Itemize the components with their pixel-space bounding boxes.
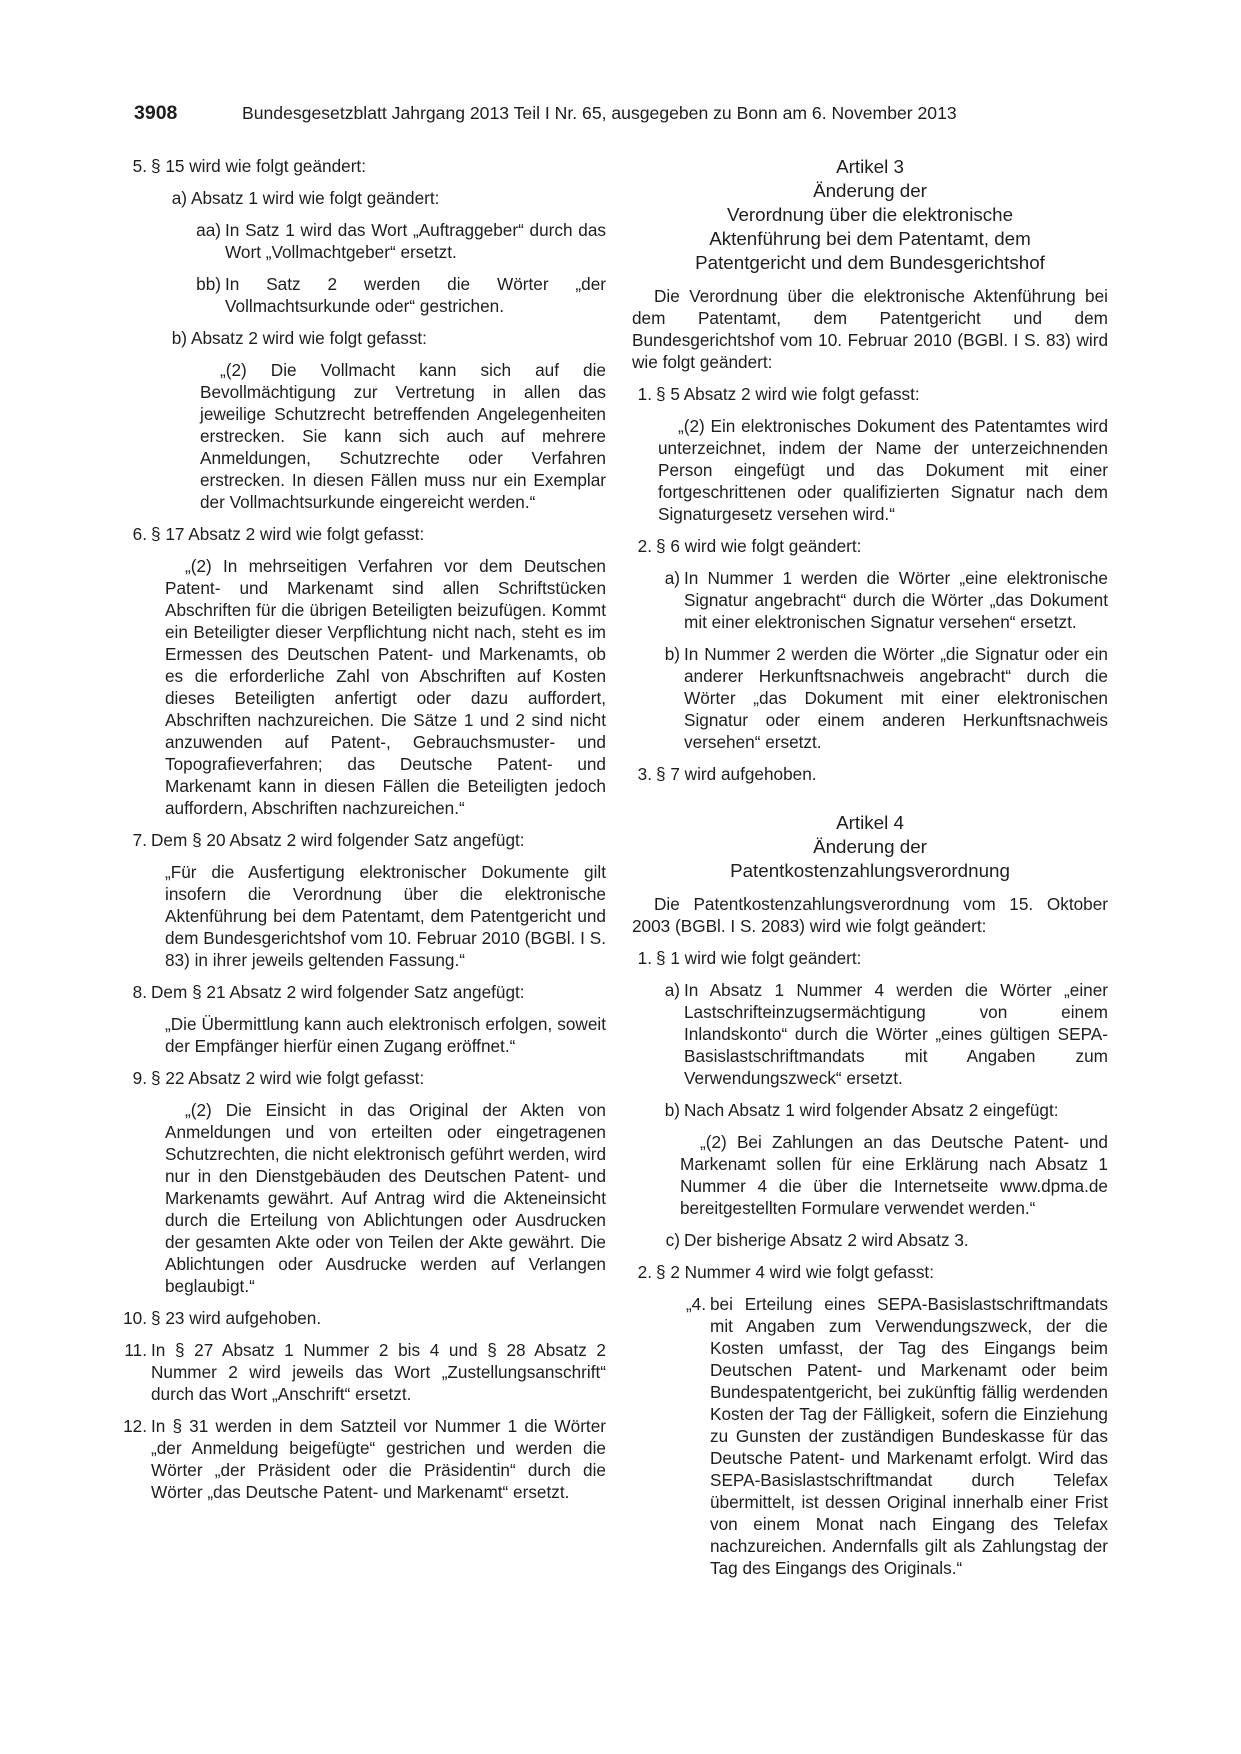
sub-item-text: In Absatz 1 Nummer 4 werden die Wörter „einer Lastschrifteinzugsermächtigung von einem Inlandskonto“ durch die Wörter „eines gültigen SEPA-Basislastschriftmandats mit Angaben zum Verwendungszweck“ ersetzt. [684, 980, 1108, 1088]
item-number: 6. [132, 524, 147, 544]
article-title-line: Änderung der [813, 180, 927, 201]
sub-item-text: In Nummer 2 werden die Wörter „die Signatur oder ein anderer Herkunftsnachweis angebracht“ durch die Wörter „das Dokument mit einer elektronischen Signatur oder einem anderen Herkunftsnachweis versehen“ ersetzt. [684, 644, 1108, 752]
sub-item [658, 643, 1108, 753]
sub-item-text: In Nummer 1 werden die Wörter „eine elektronische Signatur angebracht“ durch die Wörter „das Dokument mit einer elektronischen Signatur versehen“ ersetzt. [684, 568, 1108, 632]
list-item [123, 1415, 606, 1503]
page-header [134, 100, 1114, 126]
quoted-item-label: „4. [685, 1294, 706, 1314]
list-item [132, 981, 606, 1003]
quoted-text: „(2) In mehrseitigen Verfahren vor dem Deutschen Patent- und Markenamt sind allen Schriftstücken Abschriften für die übrigen Beteiligten beizufügen. Kommt ein Beteiligter dieser Verpflichtung nicht nach, steht es im Ermessen des Deutschen Patent- und Markenamts, ob es die erforderliche Zahl von Abschriften auf Kosten dieses Beteiligten anfertigt oder dazu auffordert, Abschriften nachzureichen. Die Sätze 1 und 2 sind nicht anzuwenden auf Patent-, Gebrauchsmuster- und Topografieverfahren; das Deutsche Patent- und Markenamt kann in diesen Fällen die Beteiligten jedoch auffordern, Abschriften nachzureichen.“ [165, 556, 606, 818]
quoted-item [632, 1293, 1108, 1579]
sub-item [165, 187, 606, 209]
quoted-text: „Die Übermittlung kann auch elektronisch erfolgen, soweit der Empfänger hierfür einen Zugang eröffnet.“ [165, 1014, 606, 1056]
item-number: 9. [132, 1068, 147, 1088]
sub-sub-item [189, 219, 606, 263]
item-number: 3. [637, 764, 652, 784]
sub-item [658, 567, 1108, 633]
item-text: § 2 Nummer 4 wird wie folgt gefasst: [656, 1262, 934, 1282]
item-number: 12. [123, 1416, 147, 1436]
sub-item [658, 1099, 1108, 1121]
header-title: Bundesgesetzblatt Jahrgang 2013 Teil I Nr. 65, ausgegeben zu Bonn am 6. November 2013 [242, 103, 957, 123]
item-number: 2. [637, 1262, 652, 1282]
item-text: § 6 wird wie folgt geändert: [656, 536, 862, 556]
item-text: § 7 wird aufgehoben. [656, 764, 817, 784]
list-item [132, 829, 606, 851]
sub-sub-item-text: In Satz 1 wird das Wort „Auftraggeber“ durch das Wort „Vollmachtgeber“ ersetzt. [225, 220, 606, 262]
sub-item-label: b) [664, 644, 680, 664]
sub-item-label: a) [171, 188, 187, 208]
article-number: Artikel 3 [836, 156, 904, 177]
article-title-line: Patentgericht und dem Bundesgerichtshof [695, 252, 1045, 273]
article-heading [632, 155, 1108, 275]
quoted-text: „(2) Die Vollmacht kann sich auf die Bevollmächtigung zur Vertretung in allen das jeweilige Schutzrecht betreffenden Angelegenheiten erstrecken. Sie kann sich auch auf mehrere Anmeldungen, Schutzrechte oder Verfahren erstrecken. In diesen Fällen muss nur ein Exemplar der Vollmachtsurkunde eingereicht werden.“ [200, 360, 606, 512]
item-number: 8. [132, 982, 147, 1002]
item-number: 2. [637, 536, 652, 556]
item-text: Dem § 20 Absatz 2 wird folgender Satz angefügt: [151, 830, 525, 850]
left-column [123, 155, 606, 1513]
list-item [632, 383, 1108, 405]
article-title-line: Patentkostenzahlungsverordnung [730, 860, 1010, 881]
quoted-text: „Für die Ausfertigung elektronischer Dokumente gilt insofern die Verordnung über die elektronische Aktenführung bei dem Patentamt, dem Patentgericht und dem Bundesgerichtshof vom 10. Februar 2010 (BGBl. I S. 83) in ihrer jeweils geltenden Fassung.“ [165, 862, 606, 970]
sub-item-text: Absatz 1 wird wie folgt geändert: [191, 188, 440, 208]
sub-item-label: a) [664, 568, 680, 588]
item-text: Dem § 21 Absatz 2 wird folgender Satz angefügt: [151, 982, 525, 1002]
list-item [632, 1261, 1108, 1283]
article-title-line: Aktenführung bei dem Patentamt, dem [709, 228, 1031, 249]
list-item [132, 523, 606, 545]
sub-sub-item-label: bb) [196, 274, 221, 294]
item-text: § 17 Absatz 2 wird wie folgt gefasst: [151, 524, 425, 544]
article-title-line: Änderung der [813, 836, 927, 857]
article-intro: Die Patentkostenzahlungsverordnung vom 15. Oktober 2003 (BGBl. I S. 2083) wird wie folgt geändert: [632, 894, 1108, 936]
sub-item [165, 327, 606, 349]
article-intro: Die Verordnung über die elektronische Aktenführung bei dem Patentamt, dem Patentgericht und dem Bundesgerichtshof vom 10. Februar 2010 (BGBl. I S. 83) wird wie folgt geändert: [632, 286, 1108, 372]
sub-item-text: Nach Absatz 1 wird folgender Absatz 2 eingefügt: [684, 1100, 1059, 1120]
item-number: 11. [124, 1340, 147, 1360]
list-item [123, 1307, 606, 1329]
sub-item [658, 1229, 1108, 1251]
item-text: § 5 Absatz 2 wird wie folgt gefasst: [656, 384, 920, 404]
sub-sub-item-text: In Satz 2 werden die Wörter „der Vollmachtsurkunde oder“ gestrichen. [225, 274, 606, 316]
article-heading [632, 811, 1108, 883]
sub-item-label: c) [665, 1230, 680, 1250]
list-item [632, 947, 1108, 969]
quoted-text: „(2) Bei Zahlungen an das Deutsche Patent- und Markenamt sollen für eine Erklärung nach Absatz 1 Nummer 4 die über die Internetseite www.dpma.de bereitgestellten Formulare verwendet werden.“ [680, 1132, 1108, 1218]
page-number: 3908 [134, 102, 178, 124]
quoted-text: „(2) Ein elektronisches Dokument des Patentamtes wird unterzeichnet, indem der Name der unterzeichnenden Person eingefügt und das Dokument mit einer fortgeschrittenen oder qualifizierten Signatur nach dem Signaturgesetz versehen wird.“ [658, 416, 1108, 524]
sub-item-label: a) [664, 980, 680, 1000]
sub-sub-item-label: aa) [196, 220, 221, 240]
item-text: § 23 wird aufgehoben. [151, 1308, 322, 1328]
item-number: 1. [637, 948, 652, 968]
item-text: § 22 Absatz 2 wird wie folgt gefasst: [151, 1068, 425, 1088]
sub-sub-item [189, 273, 606, 317]
item-number: 1. [637, 384, 652, 404]
sub-item [658, 979, 1108, 1089]
sub-item-text: Der bisherige Absatz 2 wird Absatz 3. [684, 1230, 969, 1250]
sub-item-label: b) [171, 328, 187, 348]
list-item [132, 155, 606, 177]
item-number: 10. [123, 1308, 147, 1328]
list-item [632, 763, 1108, 785]
right-column [632, 155, 1108, 1589]
item-text: § 15 wird wie folgt geändert: [151, 156, 366, 176]
item-text: § 1 wird wie folgt geändert: [656, 948, 862, 968]
item-number: 5. [132, 156, 147, 176]
list-item [132, 1067, 606, 1089]
quoted-item-text: bei Erteilung eines SEPA-Basislastschriftmandats mit Angaben zum Verwendungszweck, der die Kosten umfasst, der Tag des Eingangs beim Deutschen Patent- und Markenamt oder beim Bundespatentgericht, bei zukünftig fällig werdenden Kosten der Tag der Fälligkeit, sofern die Einziehung zu Gunsten der zuständigen Bundeskasse für das Deutsche Patent- und Markenamt erfolgt. Wird das SEPA-Basislastschriftmandat durch Telefax übermittelt, ist dessen Original innerhalb einer Frist von einem Monat nach Eingang des Telefax nachzureichen. Andernfalls gilt als Zahlungstag der Tag des Eingangs des Originals.“ [710, 1294, 1108, 1578]
item-text: In § 31 werden in dem Satzteil vor Nummer 1 die Wörter „der Anmeldung beigefügte“ gestrichen und werden die Wörter „der Präsident oder die Präsidentin“ durch die Wörter „das Deutsche Patent- und Markenamt“ ersetzt. [151, 1416, 606, 1502]
list-item [632, 535, 1108, 557]
sub-item-text: Absatz 2 wird wie folgt gefasst: [191, 328, 427, 348]
quoted-text: „(2) Die Einsicht in das Original der Akten von Anmeldungen und von erteilten oder eingetragenen Schutzrechten, die nicht elektronisch geführt werden, wird nur in den Dienstgebäuden des Deutschen Patent- und Markenamts gewährt. Auf Antrag wird die Akteneinsicht durch die Erteilung von Ablichtungen oder Ausdrucken der gesamten Akte oder von Teilen der Akte gewährt. Die Ablichtungen oder Ausdrucke werden auf Verlangen beglaubigt.“ [165, 1100, 606, 1296]
article-title-line: Verordnung über die elektronische [726, 204, 1014, 225]
item-number: 7. [132, 830, 147, 850]
item-text: In § 27 Absatz 1 Nummer 2 bis 4 und § 28 Absatz 2 Nummer 2 wird jeweils das Wort „Zustellungsanschrift“ durch das Wort „Anschrift“ ersetzt. [151, 1340, 606, 1404]
sub-item-label: b) [664, 1100, 680, 1120]
article-number: Artikel 4 [836, 812, 904, 833]
list-item [124, 1339, 606, 1405]
